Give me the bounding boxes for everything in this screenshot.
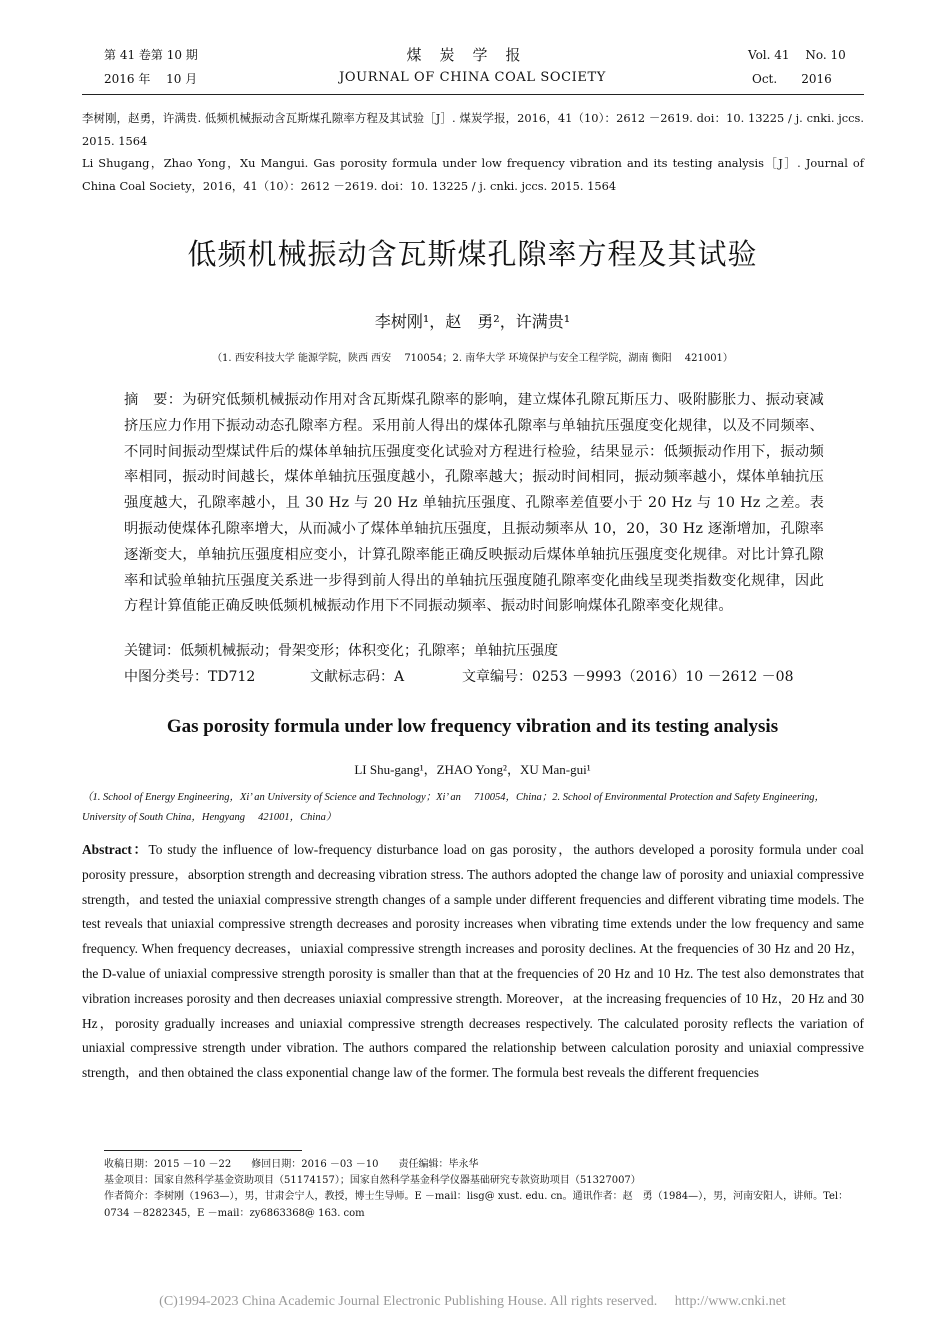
date-cn: 2016 年 10 月 — [104, 72, 198, 86]
journal-name-en: JOURNAL OF CHINA COAL SOCIETY — [339, 70, 606, 85]
authors-en: LI Shu-gang¹，ZHAO Yong²，XU Man-gui¹ — [354, 762, 591, 777]
keywords-cn: 关键词：低频机械振动；骨架变形；体积变化；孔隙率；单轴抗压强度 — [124, 643, 558, 659]
paper-title-en: Gas porosity formula under low frequency vibration and its testing analysis — [166, 716, 779, 737]
volume-issue-en: Vol. 41 No. 10 — [748, 48, 846, 62]
footnote-dates — [104, 1156, 864, 1173]
volume-issue-cn: 第 41 卷第 10 期 — [104, 48, 198, 62]
abstract-en-text: To study the influence of low-frequency disturbance load on gas porosity，the authors developed a porosity formula under coal porosity pressure，absorption strength and decreasing vibration stress. The authors adopted the change law of porosity and uniaxial compressive strength，and tested the uniaxial compressive strength changes of a sample under different frequencies and different vibrating time models. The test reveals that uniaxial compressive strength decreases and porosity increases when vibrating time extends under the low frequency and same frequency. When frequency decreases，uniaxial compressive strength increases and porosity declines. At the frequencies of 30 Hz and 20 Hz，the D-value of uniaxial compressive strength porosity is smaller than that at the frequencies of 20 Hz and 10 Hz. The test also demonstrates that vibration increases porosity and then decreases uniaxial compressive strength. Moreover，at the increasing frequencies of 10 Hz，20 Hz and 30 Hz，porosity gradually increases and uniaxial compressive strength decreases respectively. The calculated porosity reflects the variation of uniaxial compressive strength under vibration. The authors compared the relationship between calculation porosity and uniaxial compressive strength，and then obtained the class exponential change law of the former. The formula best reveals the different frequencies — [82, 842, 864, 1081]
citation-cn: 李树刚，赵勇，许满贵. 低频机械振动含瓦斯煤孔隙率方程及其试验［J］. 煤炭学报，2016，41（10）：2612 －2619. doi：10. 13225 / j. cnki. jccs. 2015. 1564 — [82, 111, 864, 148]
revised-date: 修回日期：2016 －03 －10 — [251, 1159, 379, 1170]
classification-line — [124, 666, 844, 686]
footnote-fund: 基金项目：国家自然科学基金资助项目（51174157）；国家自然科学基金科学仪器基础研究专款资助项目（51327007） — [104, 1175, 641, 1186]
paper-title-cn: 低频机械振动含瓦斯煤孔隙率方程及其试验 — [187, 237, 758, 271]
abstract-en — [82, 838, 864, 1086]
abstract-en-label: Abstract： — [82, 842, 149, 857]
date-en: Oct. 2016 — [752, 72, 832, 86]
journal-name-cn: 煤炭学报 — [406, 46, 539, 64]
affiliations-en: （1. School of Energy Engineering，Xi’ an University of Science and Technology；Xi’ an 710054，China；2. School of Environmental Protection and Safety Engineering，University of South China，Hengyang 421001，China） — [82, 792, 825, 823]
authors-cn: 李树刚¹，赵 勇²，许满贵¹ — [374, 312, 571, 331]
header-divider — [82, 94, 864, 95]
copyright-notice: (C)1994-2023 China Academic Journal Electronic Publishing House. All rights reserved. http://www.cnki.net — [159, 1294, 786, 1309]
affiliations-cn: （1. 西安科技大学 能源学院，陕西 西安 710054；2. 南华大学 环境保护与安全工程学院，湖南 衡阳 421001） — [212, 353, 733, 364]
responsible-editor: 责任编辑：毕永华 — [398, 1159, 479, 1170]
article-number: 文章编号：0253 －9993（2016）10 －2612 －08 — [462, 669, 794, 685]
document-code: 文献标志码：A — [310, 669, 405, 685]
clc-number: 中图分类号：TD712 — [124, 669, 256, 685]
footnote-author-bio: 作者简介：李树刚（1963—），男，甘肃会宁人，教授，博士生导师。E －mail：lisg@ xust. edu. cn。通讯作者：赵 勇（1984—），男，河南安阳人，讲师。Tel：0734 －8282345，E －mail：zy6863368@ 163. com — [104, 1191, 849, 1219]
abstract-cn-text: 为研究低频机械振动作用对含瓦斯煤孔隙率的影响，建立煤体孔隙瓦斯压力、吸附膨胀力、振动衰减挤压应力作用下振动动态孔隙率方程。采用前人得出的煤体孔隙率与单轴抗压强度变化规律，以及不同频率、不同时间振动型煤试件后的煤体单轴抗压强度变化试验对方程进行检验，结果显示：低频振动作用下，振动频率相同，振动时间越长，煤体单轴抗压强度越小，孔隙率越大；振动时间相同，振动频率越小，煤体单轴抗压强度越大，孔隙率越小，且 30 Hz 与 20 Hz 单轴抗压强度、孔隙率差值要小于 20 Hz 与 10 Hz 之差。表明振动使煤体孔隙率增大，从而减小了煤体单轴抗压强度，且振动频率从 10，20，30 Hz 逐渐增加，孔隙率逐渐变大，单轴抗压强度相应变小，计算孔隙率能正确反映振动后煤体单轴抗压强度变化规律。对比计算孔隙率和试验单轴抗压强度关系进一步得到前人得出的单轴抗压强度随孔隙率变化曲线呈现类指数变化规律，因此方程计算值能正确反映低频机械振动作用下不同振动频率、振动时间影响煤体孔隙率变化规律。 — [124, 392, 824, 615]
abstract-cn — [124, 388, 824, 620]
abstract-cn-label: 摘 要： — [124, 392, 183, 408]
received-date: 收稿日期：2015 －10 －22 — [104, 1159, 232, 1170]
citation-en: Li Shugang，Zhao Yong，Xu Mangui. Gas porosity formula under low frequency vibration and its testing analysis［J］. Journal of China Coal Society，2016，41（10）：2612 －2619. doi：10. 13225 / j. cnki. jccs. 2015. 1564 — [82, 156, 864, 193]
footnote-divider — [104, 1150, 302, 1151]
